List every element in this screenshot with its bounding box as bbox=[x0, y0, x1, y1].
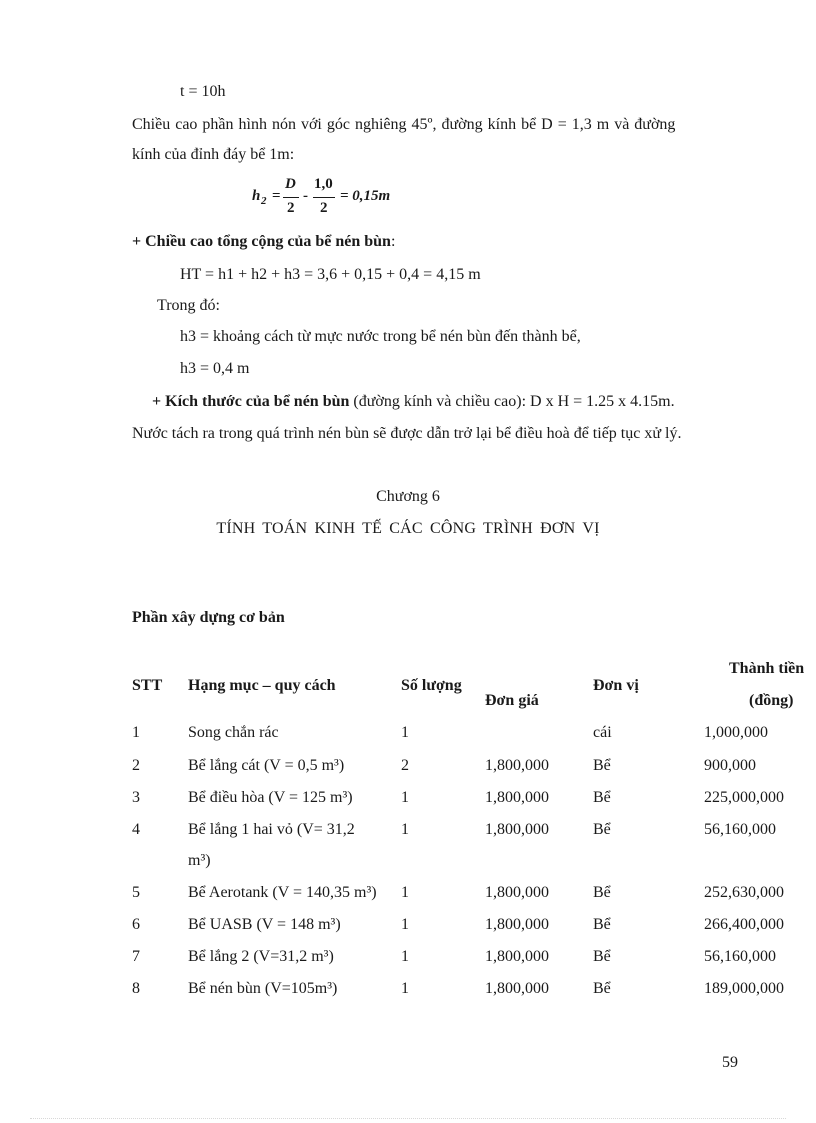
cell-item: Bể điều hòa (V = 125 m³) bbox=[188, 789, 353, 806]
cell-item: Bể UASB (V = 148 m³) bbox=[188, 916, 341, 933]
page-number: 59 bbox=[722, 1054, 738, 1071]
ht-formula: HT = h1 + h2 + h3 = 3,6 + 0,15 + 0,4 = 4,15 m bbox=[180, 266, 481, 283]
h3-value: h3 = 0,4 m bbox=[180, 360, 250, 377]
chapter-title: TÍNH TOÁN KINH TẾ CÁC CÔNG TRÌNH ĐƠN VỊ bbox=[216, 520, 600, 537]
cell-item: Song chắn rác bbox=[188, 724, 279, 741]
size-line bbox=[152, 392, 675, 412]
cell-total: 252,630,000 bbox=[704, 884, 784, 901]
eq-lhs-sub: 2 bbox=[261, 195, 267, 207]
time-line: t = 10h bbox=[180, 83, 226, 100]
cell-stt: 6 bbox=[132, 916, 140, 933]
cell-total: 56,160,000 bbox=[704, 948, 776, 965]
cell-unit: Bể bbox=[593, 980, 611, 997]
total-height-heading bbox=[132, 232, 395, 252]
h3-definition: h3 = khoảng cách từ mực nước trong bể nén bùn đến thành bể, bbox=[180, 328, 581, 345]
cell-qty: 1 bbox=[401, 724, 409, 741]
cell-qty: 2 bbox=[401, 757, 409, 774]
cell-stt: 5 bbox=[132, 884, 140, 901]
size-bold: + Kích thước của bể nén bùn bbox=[152, 393, 350, 410]
header-qty: Số lượng bbox=[401, 677, 462, 694]
eq-minus: - bbox=[303, 188, 308, 204]
total-height-colon: : bbox=[390, 233, 396, 250]
cell-price: 1,800,000 bbox=[485, 948, 549, 965]
cell-stt: 3 bbox=[132, 789, 140, 806]
cell-qty: 1 bbox=[401, 884, 409, 901]
eq-num2: 1,0 bbox=[314, 176, 333, 192]
cell-price: 1,800,000 bbox=[485, 884, 549, 901]
cell-item: Bể lắng 1 hai vỏ (V= 31,2 bbox=[188, 821, 355, 838]
header-unit: Đơn vị bbox=[593, 677, 639, 694]
cell-unit: Bể bbox=[593, 789, 611, 806]
cell-qty: 1 bbox=[401, 916, 409, 933]
eq-lhs: h bbox=[252, 188, 261, 204]
cell-unit: Bể bbox=[593, 948, 611, 965]
cell-item: Bể lắng 2 (V=31,2 m³) bbox=[188, 948, 334, 965]
cell-item: Bể nén bùn (V=105m³) bbox=[188, 980, 338, 997]
cell-qty: 1 bbox=[401, 789, 409, 806]
eq-bar1 bbox=[283, 197, 299, 198]
cell-stt: 4 bbox=[132, 821, 140, 838]
cell-unit: cái bbox=[593, 724, 612, 741]
section-title: Phần xây dựng cơ bản bbox=[132, 609, 285, 626]
cell-total: 56,160,000 bbox=[704, 821, 776, 838]
cell-total: 225,000,000 bbox=[704, 789, 784, 806]
cell-qty: 1 bbox=[401, 821, 409, 838]
cell-stt: 1 bbox=[132, 724, 140, 741]
cell-price: 1,800,000 bbox=[485, 916, 549, 933]
cone-height-text: Chiều cao phần hình nón với góc nghiêng 45º, đường kính bể D = 1,3 m và đường bbox=[132, 116, 676, 133]
header-price: Đơn giá bbox=[485, 692, 539, 709]
eq-den1: 2 bbox=[287, 200, 295, 216]
cone-height-text-2: kính của đỉnh đáy bể 1m: bbox=[132, 146, 295, 163]
cell-stt: 2 bbox=[132, 757, 140, 774]
cell-item-cont: m³) bbox=[188, 852, 211, 869]
cell-qty: 1 bbox=[401, 980, 409, 997]
cell-total: 189,000,000 bbox=[704, 980, 784, 997]
cell-price: 1,800,000 bbox=[485, 757, 549, 774]
cell-price: 1,800,000 bbox=[485, 789, 549, 806]
cell-unit: Bể bbox=[593, 821, 611, 838]
footer-divider bbox=[30, 1118, 786, 1119]
eq-rhs: = 0,15m bbox=[340, 188, 391, 204]
chapter-number: Chương 6 bbox=[376, 488, 440, 505]
eq-num1: D bbox=[285, 176, 296, 192]
cell-total: 266,400,000 bbox=[704, 916, 784, 933]
eq-bar2 bbox=[313, 197, 335, 198]
size-rest: (đường kính và chiều cao): D x H = 1.25 x 4.15m. bbox=[349, 393, 675, 410]
cell-item: Bể lắng cát (V = 0,5 m³) bbox=[188, 757, 345, 774]
cell-qty: 1 bbox=[401, 948, 409, 965]
cell-unit: Bể bbox=[593, 916, 611, 933]
trong-do: Trong đó: bbox=[157, 297, 220, 314]
eq-den2: 2 bbox=[320, 200, 328, 216]
header-stt: STT bbox=[132, 677, 163, 694]
cell-price: 1,800,000 bbox=[485, 980, 549, 997]
header-total-1: Thành tiền bbox=[729, 660, 805, 677]
cell-total: 1,000,000 bbox=[704, 724, 768, 741]
cell-item: Bể Aerotank (V = 140,35 m³) bbox=[188, 884, 377, 901]
total-height-bold: + Chiều cao tổng cộng của bể nén bùn bbox=[132, 233, 391, 250]
header-total-2: (đồng) bbox=[749, 692, 794, 709]
return-water-text: Nước tách ra trong quá trình nén bùn sẽ được dẫn trở lại bể điều hoà để tiếp tục xử lý. bbox=[132, 425, 682, 442]
cell-total: 900,000 bbox=[704, 757, 756, 774]
eq-equals: = bbox=[272, 188, 281, 204]
cell-unit: Bể bbox=[593, 757, 611, 774]
cell-stt: 7 bbox=[132, 948, 140, 965]
cell-price: 1,800,000 bbox=[485, 821, 549, 838]
cell-stt: 8 bbox=[132, 980, 140, 997]
cell-unit: Bể bbox=[593, 884, 611, 901]
header-item: Hạng mục – quy cách bbox=[188, 677, 336, 694]
